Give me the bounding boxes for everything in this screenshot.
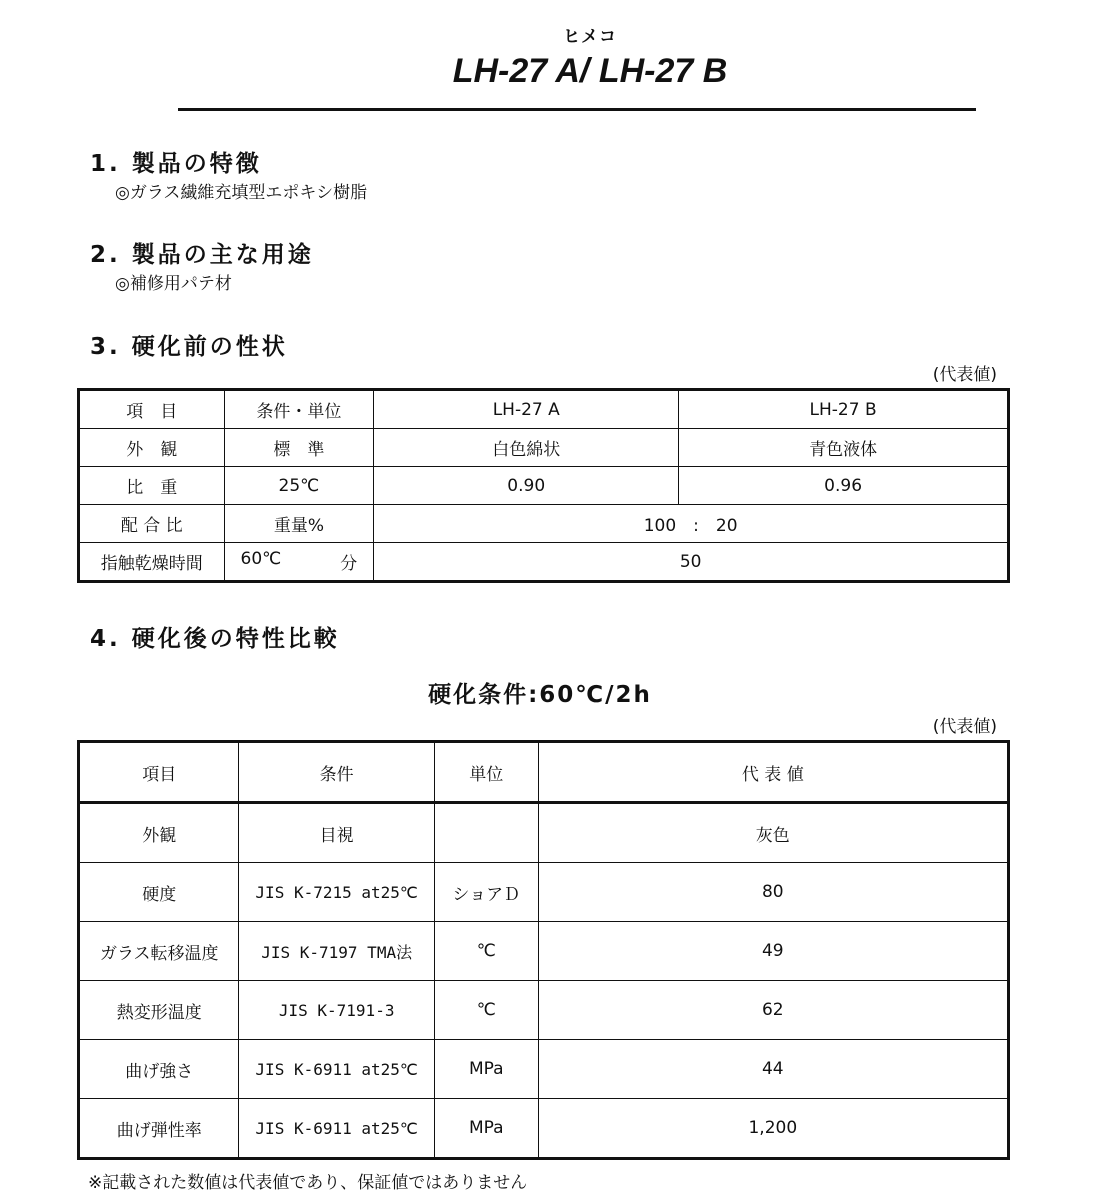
table-row xyxy=(79,863,1009,922)
row-condition: 25℃ xyxy=(224,467,374,505)
dry-temp: 60℃ xyxy=(240,549,282,569)
row-label: 配 合 比 xyxy=(79,505,225,543)
unit xyxy=(434,803,538,863)
unit: ℃ xyxy=(434,981,538,1040)
title-divider xyxy=(178,108,976,111)
test-condition: JIS K-6911 at25℃ xyxy=(239,1040,434,1099)
representative-value: 1,200 xyxy=(538,1099,1008,1159)
unit: ℃ xyxy=(434,922,538,981)
table-header-cell: LH-27 A xyxy=(374,390,679,429)
row-label: 比 重 xyxy=(79,467,225,505)
unit: MPa xyxy=(434,1040,538,1099)
pre-cure-properties-table xyxy=(77,388,1010,583)
test-condition: 目視 xyxy=(239,803,434,863)
brand-name: ヒメコ xyxy=(563,27,617,47)
table-row xyxy=(79,543,1009,582)
row-label: 外 観 xyxy=(79,429,225,467)
table-row xyxy=(79,803,1009,863)
post-cure-properties-table xyxy=(77,740,1010,1160)
property-name: 外観 xyxy=(79,803,239,863)
cure-condition: 硬化条件:60℃/2h xyxy=(428,682,652,708)
table-row xyxy=(79,467,1009,505)
unit: ショアＤ xyxy=(434,863,538,922)
table-header-cell: 単位 xyxy=(434,742,538,803)
disclaimer-note: ※記載された数値は代表値であり、保証値ではありません xyxy=(88,1173,528,1193)
test-condition: JIS K-6911 at25℃ xyxy=(239,1099,434,1159)
table-row xyxy=(79,1099,1009,1159)
table-header-cell: 項 目 xyxy=(79,390,225,429)
dry-time-value: 50 xyxy=(374,543,1009,582)
table-header-cell: LH-27 B xyxy=(679,390,1009,429)
section1-item: ◎ガラス繊維充填型エポキシ樹脂 xyxy=(115,183,368,203)
row-condition: 重量% xyxy=(224,505,374,543)
property-name: ガラス転移温度 xyxy=(79,922,239,981)
section2-heading: 2. 製品の主な用途 xyxy=(90,242,314,268)
property-name: 熱変形温度 xyxy=(79,981,239,1040)
table-header-cell: 項目 xyxy=(79,742,239,803)
table-row xyxy=(79,1040,1009,1099)
row-condition: 標 準 xyxy=(224,429,374,467)
row-label: 指触乾燥時間 xyxy=(79,543,225,582)
test-condition: JIS K-7197 TMA法 xyxy=(239,922,434,981)
document-title: LH-27 A/ LH-27 B xyxy=(452,52,728,90)
table-row xyxy=(79,981,1009,1040)
property-name: 曲げ強さ xyxy=(79,1040,239,1099)
test-condition: JIS K-7215 at25℃ xyxy=(239,863,434,922)
test-condition: JIS K-7191-3 xyxy=(239,981,434,1040)
table-row xyxy=(79,429,1009,467)
unit: MPa xyxy=(434,1099,538,1159)
table-row xyxy=(79,922,1009,981)
row-value-b: 0.96 xyxy=(679,467,1009,505)
section3-note: (代表値) xyxy=(932,365,997,385)
section4-note: (代表値) xyxy=(932,717,997,737)
table-row xyxy=(79,505,1009,543)
table-header-row xyxy=(79,390,1009,429)
table-header-row xyxy=(79,742,1009,803)
representative-value: 灰色 xyxy=(538,803,1008,863)
row-value-b: 青色液体 xyxy=(679,429,1009,467)
representative-value: 62 xyxy=(538,981,1008,1040)
row-value-a: 白色綿状 xyxy=(374,429,679,467)
representative-value: 80 xyxy=(538,863,1008,922)
section1-heading: 1. 製品の特徴 xyxy=(90,151,262,177)
table-header-cell: 代 表 値 xyxy=(538,742,1008,803)
table-header-cell: 条件・単位 xyxy=(224,390,374,429)
row-value-a: 0.90 xyxy=(374,467,679,505)
row-condition xyxy=(224,543,374,582)
section2-item: ◎補修用パテ材 xyxy=(115,274,232,294)
representative-value: 44 xyxy=(538,1040,1008,1099)
mix-ratio-value: 100 : 20 xyxy=(374,505,1009,543)
property-name: 曲げ弾性率 xyxy=(79,1099,239,1159)
table-header-cell: 条件 xyxy=(239,742,434,803)
dry-unit: 分 xyxy=(340,554,358,574)
section3-heading: 3. 硬化前の性状 xyxy=(90,334,288,360)
section4-heading: 4. 硬化後の特性比較 xyxy=(90,626,340,652)
representative-value: 49 xyxy=(538,922,1008,981)
property-name: 硬度 xyxy=(79,863,239,922)
